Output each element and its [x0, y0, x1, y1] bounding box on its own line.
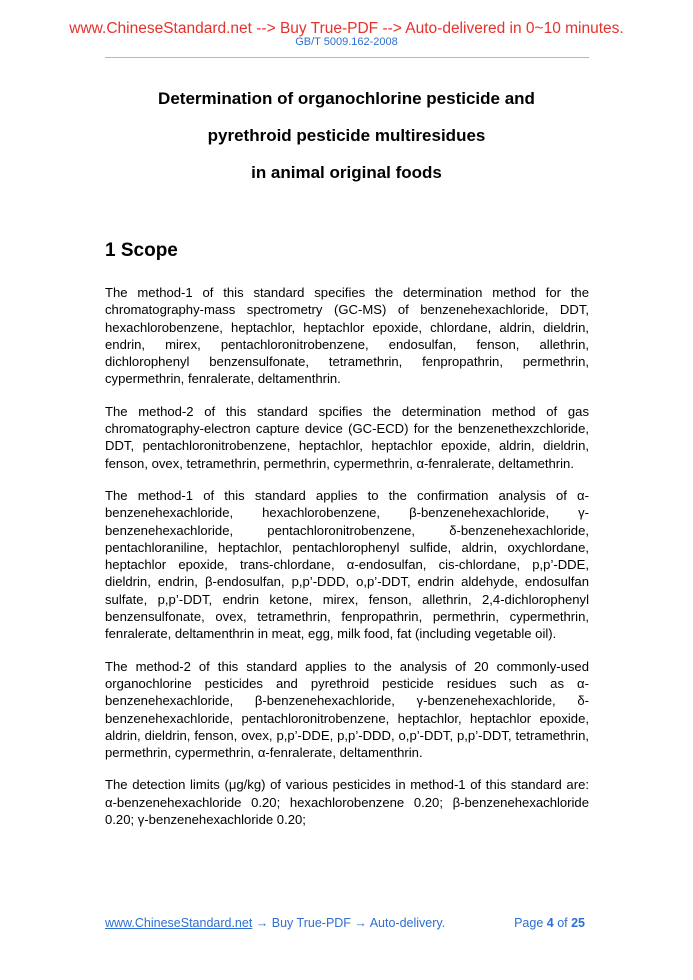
of-label: of [553, 916, 572, 930]
paragraph: The detection limits (μg/kg) of various pesticides in method-1 of this standard are: α-benzenehexachloride 0.20; hexachlorobenzene 0.20; β-benzenehexachloride 0.20; γ-benzenehexachloride 0.20; [105, 777, 589, 828]
footer [105, 915, 589, 931]
paragraph: The method-2 of this standard applies to the analysis of 20 commonly-used organochlorine pesticides and pyrethroid pesticide residues such as α-benzenehexachloride, β-benzenehexachloride, γ-benzenehexachloride, δ-benzenehexachloride, pentachloronitrobenzene, heptachlor, heptachlor epoxide, aldrin, dieldrin, fenson, ovex, p,p’-DDE, p,p’-DDD, o,p’-DDT, p,p’-DDT, tetramethrin, permethrin, cypermethrin, α-fenralerate, deltamenthrin. [105, 658, 589, 761]
title-line-3: in animal original foods [251, 163, 442, 182]
paragraph: The method-2 of this standard spcifies the determination method of gas chromatography-electron capture device (GC-ECD) for the benzenethexzchloride, DDT, pentachloronitrobenzene, heptachlor, heptachlor epoxide, aldrin, dieldrin, fenson, ovex, tetramethrin, permethrin, cypermethrin, α-fenralerate, deltamethrin. [105, 403, 589, 471]
total-pages: 25 [571, 916, 585, 930]
section-heading: 1 Scope [105, 240, 178, 261]
paragraph: The method-1 of this standard specifies the determination method for the chromatography-mass spectrometry (GC-MS) of benzenehexachloride, DDT, hexachlorobenzene, heptachlor, heptachlor epoxide, chlordane, aldrin, dieldrin, endrin, mirex, pentachloronitrobenzene, endosulfan, fenson, allethrin, dichlorophenyl benzensulfonate, tetramethrin, fenpropathrin, permethrin, cypermethrin, fenralerate, deltamenthrin. [105, 285, 589, 387]
title-line-2: pyrethroid pesticide multiresidues [207, 126, 486, 145]
standard-number: GB/T 5009.162-2008 [295, 36, 398, 48]
paragraph: The method-1 of this standard applies to the confirmation analysis of α-benzenehexachloride, hexachlorobenzene, β-benzenehexachloride, γ-benzenehexachloride, pentachloronitrobenzene, δ-benzenehexachloride, pentachloraniline, heptachlor, pentachlorophenyl sulfide, aldrin, oxychlordane, heptachlor epoxide, trans-chlordane, α-endosulfan, cis-chlordane, p,p’-DDE, dieldrin, endrin, β-endosulfan, p,p’-DDD, o,p’-DDT, endrin aldehyde, endosulfan sulfate, p,p’-DDT, endrin ketone, mirex, fenson, allethrin, 2,4-dichlorophenyl benzensulfonate, ovex, tetramethrin, fenpropathrin, permethrin, cypermethrin, fenralerate, deltamenthrin in meat, egg, milk food, fat (including vegetable oil). [105, 487, 589, 642]
title-line-1: Determination of organochlorine pesticide and [158, 89, 535, 108]
page-indicator [514, 915, 585, 931]
document-title [60, 80, 633, 191]
top-banner[interactable]: www.ChineseStandard.net --> Buy True-PDF --> Auto-delivered in 0~10 minutes. [69, 20, 624, 37]
page-number: 4 [546, 916, 554, 930]
scope-body [105, 284, 589, 843]
footer-link[interactable]: www.ChineseStandard.net [105, 916, 253, 930]
page-label: Page [514, 916, 547, 930]
footer-text: → Buy True-PDF → Auto-delivery. [252, 916, 446, 930]
header-divider [105, 57, 589, 58]
